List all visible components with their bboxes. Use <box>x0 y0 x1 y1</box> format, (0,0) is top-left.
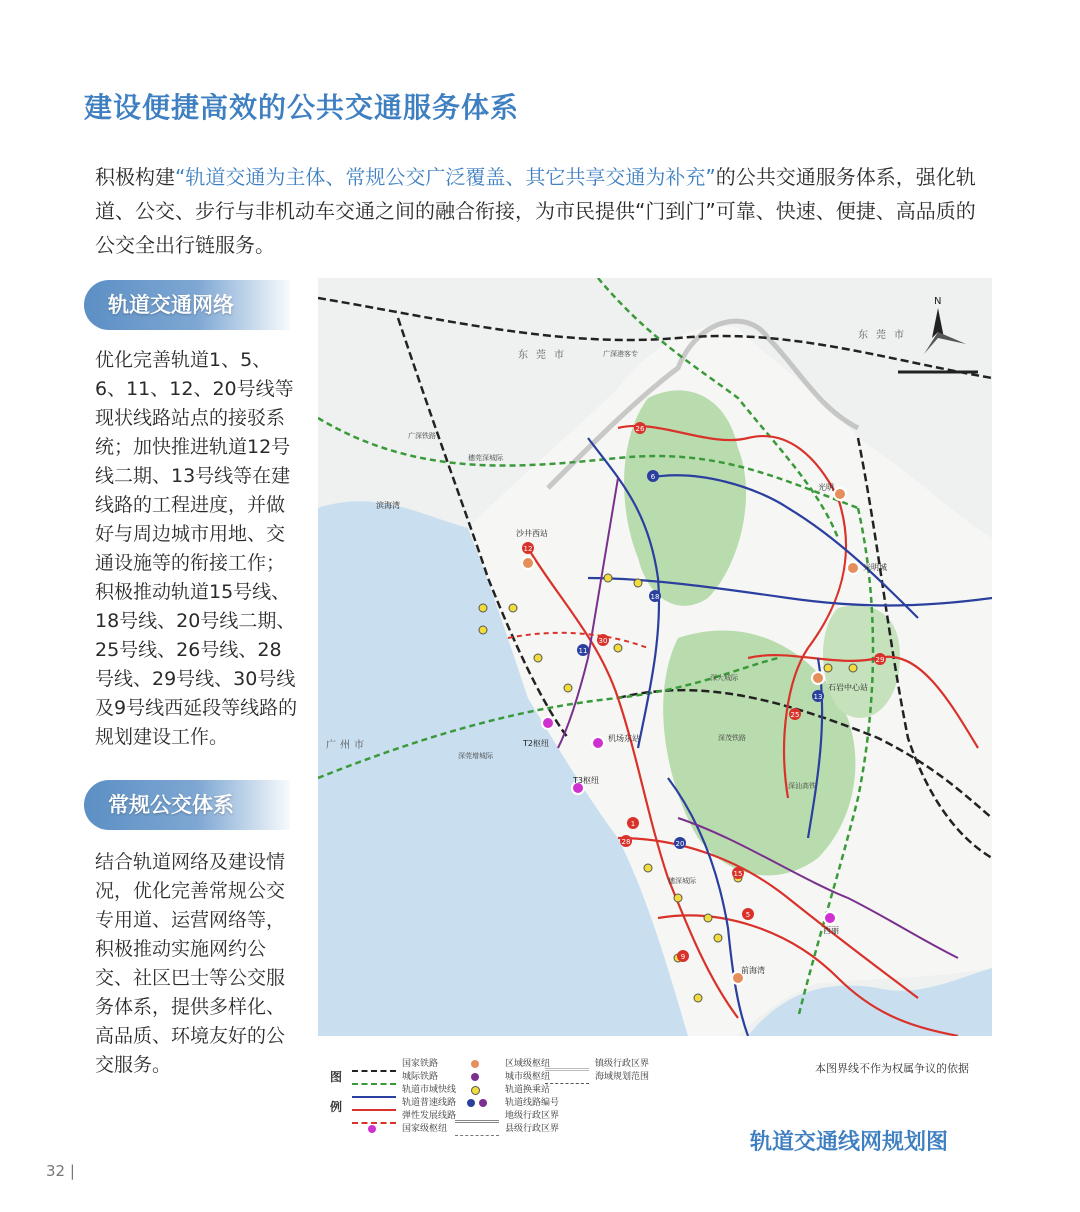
label-qianhaiwan: 前海湾 <box>741 966 765 975</box>
label-t3: T3枢纽 <box>573 776 599 785</box>
label-xili: 西丽 <box>823 926 839 935</box>
badge-28: 28 <box>621 838 631 846</box>
badge-15: 15 <box>733 870 743 878</box>
legend-label: 轨道市域快线 <box>402 1085 457 1095</box>
legend-label: 弹性发展线路 <box>402 1111 457 1121</box>
legend-column-2 <box>455 1058 559 1136</box>
label-guangmingcheng: 光明城 <box>863 563 887 572</box>
legend-label: 海域规划范围 <box>595 1072 650 1082</box>
regional-hub-symbol <box>455 1058 499 1071</box>
label-dongguan-1: 东莞市 <box>518 350 572 361</box>
label-airport-east: 机场东站 <box>608 734 640 743</box>
legend-item <box>455 1097 559 1110</box>
label-binhaiwan: 滨海湾 <box>376 501 400 510</box>
legend-item <box>545 1058 649 1071</box>
legend-label: 地级行政区界 <box>505 1111 560 1121</box>
transfer-symbol <box>455 1084 499 1097</box>
badge-1: 1 <box>630 820 636 828</box>
intro-highlight: “轨道交通为主体、常规公交广泛覆盖、其它共享交通为补充” <box>175 165 716 189</box>
badge-30: 30 <box>598 637 608 645</box>
section-body-rail: 优化完善轨道1、5、6、11、12、20号线等现状线路站点的接驳系统；加快推进轨道12号线二期、13号线等在建线路的工程进度，并做好与周边城市用地、交通设施等的衔接工作；积极推动轨道15号线、18号线、20号线二期、25号线、26号线、28号线、29号线、30号线及9号线西延段等线路的规划建设工作。 <box>95 349 298 748</box>
intro-suffix: 的公共交通服务体系，强化轨道、公交、步行与非机动车交通之间的融合衔接，为市民提供“门到门”可靠、快速、便捷、高品质的公交全出行链服务。 <box>95 165 976 257</box>
legend-column-1 <box>352 1058 456 1136</box>
legend-column-3 <box>545 1058 649 1084</box>
section-heading-bus: 常规公交体系 <box>84 780 290 830</box>
legend-item <box>352 1084 456 1097</box>
legend-label: 轨道换乘站 <box>505 1085 551 1095</box>
rail-network-map <box>318 278 992 1036</box>
legend-label: 国家铁路 <box>402 1059 439 1069</box>
label-railway-4: 深茂铁路 <box>718 734 746 742</box>
badge-9: 9 <box>680 953 686 961</box>
badge-26: 26 <box>635 425 645 433</box>
legend-item <box>352 1123 456 1136</box>
label-guangzhou: 广州市 <box>326 740 368 751</box>
legend-item <box>455 1084 559 1097</box>
label-railway-8: 穗深城际 <box>668 877 696 885</box>
page-number: 32 | <box>46 1162 75 1180</box>
legend-title-char-1: 图 <box>330 1070 343 1084</box>
city-hub-symbol <box>455 1071 499 1084</box>
legend-title <box>330 1062 344 1122</box>
page-title: 建设便捷高效的公共交通服务体系 <box>84 91 520 124</box>
county-boundary-symbol <box>455 1135 499 1136</box>
intro-paragraph <box>95 160 990 262</box>
legend-item <box>455 1071 559 1084</box>
line-number-symbol <box>455 1097 499 1110</box>
legend-label: 轨道线路编号 <box>505 1098 560 1108</box>
section-body-bus: 结合轨道网络及建设情况，优化完善常规公交专用道、运营网络等，积极推动实施网约公交、社区巴士等公交服务体系，提供多样化、高品质、环境友好的公交服务。 <box>95 851 286 1076</box>
national-hub-symbol <box>352 1123 396 1136</box>
legend-label: 国家级枢纽 <box>402 1124 448 1134</box>
legend-label: 城市级枢纽 <box>505 1072 551 1082</box>
map-canvas <box>318 278 992 1036</box>
label-railway-2: 穗莞深城际 <box>468 454 503 462</box>
section-heading-rail: 轨道交通网络 <box>84 280 290 330</box>
badge-25: 25 <box>790 711 800 719</box>
label-t2: T2枢纽 <box>523 739 549 748</box>
label-guangming: 光明 <box>818 483 834 492</box>
legend-item <box>455 1058 559 1071</box>
national-railway-symbol <box>352 1070 396 1072</box>
label-railway-7: 深汕高铁 <box>788 782 816 790</box>
label-railway-6: 深莞增城际 <box>458 752 493 760</box>
express-line-symbol <box>352 1096 396 1098</box>
label-railway-1: 广深港客专 <box>603 350 638 358</box>
label-shiyan: 石岩中心站 <box>828 683 868 692</box>
map-caption: 轨道交通线网规划图 <box>750 1130 949 1155</box>
label-railway-3: 深大城际 <box>710 674 738 682</box>
intro-prefix: 积极构建 <box>95 165 175 189</box>
legend-item <box>352 1058 456 1071</box>
legend-title-char-2: 例 <box>330 1100 343 1114</box>
legend-label: 镇级行政区界 <box>595 1059 650 1069</box>
legend-label: 县级行政区界 <box>505 1124 560 1134</box>
north-label: N <box>934 296 942 307</box>
label-shajing: 沙井西站 <box>516 529 548 538</box>
badge-13: 13 <box>813 693 823 701</box>
map-disclaimer: 本图界线不作为权属争议的依据 <box>815 1062 969 1075</box>
badge-5: 5 <box>745 911 751 919</box>
badge-11: 11 <box>578 647 588 655</box>
legend-item <box>352 1110 456 1123</box>
legend-item <box>455 1110 559 1123</box>
legend-item <box>545 1071 649 1084</box>
label-dongguan-2: 东莞市 <box>858 330 912 341</box>
legend-item <box>352 1097 456 1110</box>
sea-area-symbol <box>545 1083 589 1084</box>
badge-6: 6 <box>650 473 656 481</box>
badge-12: 12 <box>523 545 533 553</box>
badge-18: 18 <box>650 593 660 601</box>
normal-line-symbol <box>352 1109 396 1111</box>
legend-label: 轨道普速线路 <box>402 1098 457 1108</box>
prefecture-boundary-symbol <box>455 1120 499 1123</box>
badge-20: 20 <box>675 840 685 848</box>
intercity-symbol <box>352 1083 396 1085</box>
legend-item <box>352 1071 456 1084</box>
label-railway-5: 广深铁路 <box>408 432 436 440</box>
town-boundary-symbol <box>545 1068 589 1071</box>
badge-29: 29 <box>875 656 885 664</box>
legend-label: 区域级枢纽 <box>505 1059 551 1069</box>
legend-label: 城际铁路 <box>402 1072 439 1082</box>
legend-item <box>455 1123 559 1136</box>
